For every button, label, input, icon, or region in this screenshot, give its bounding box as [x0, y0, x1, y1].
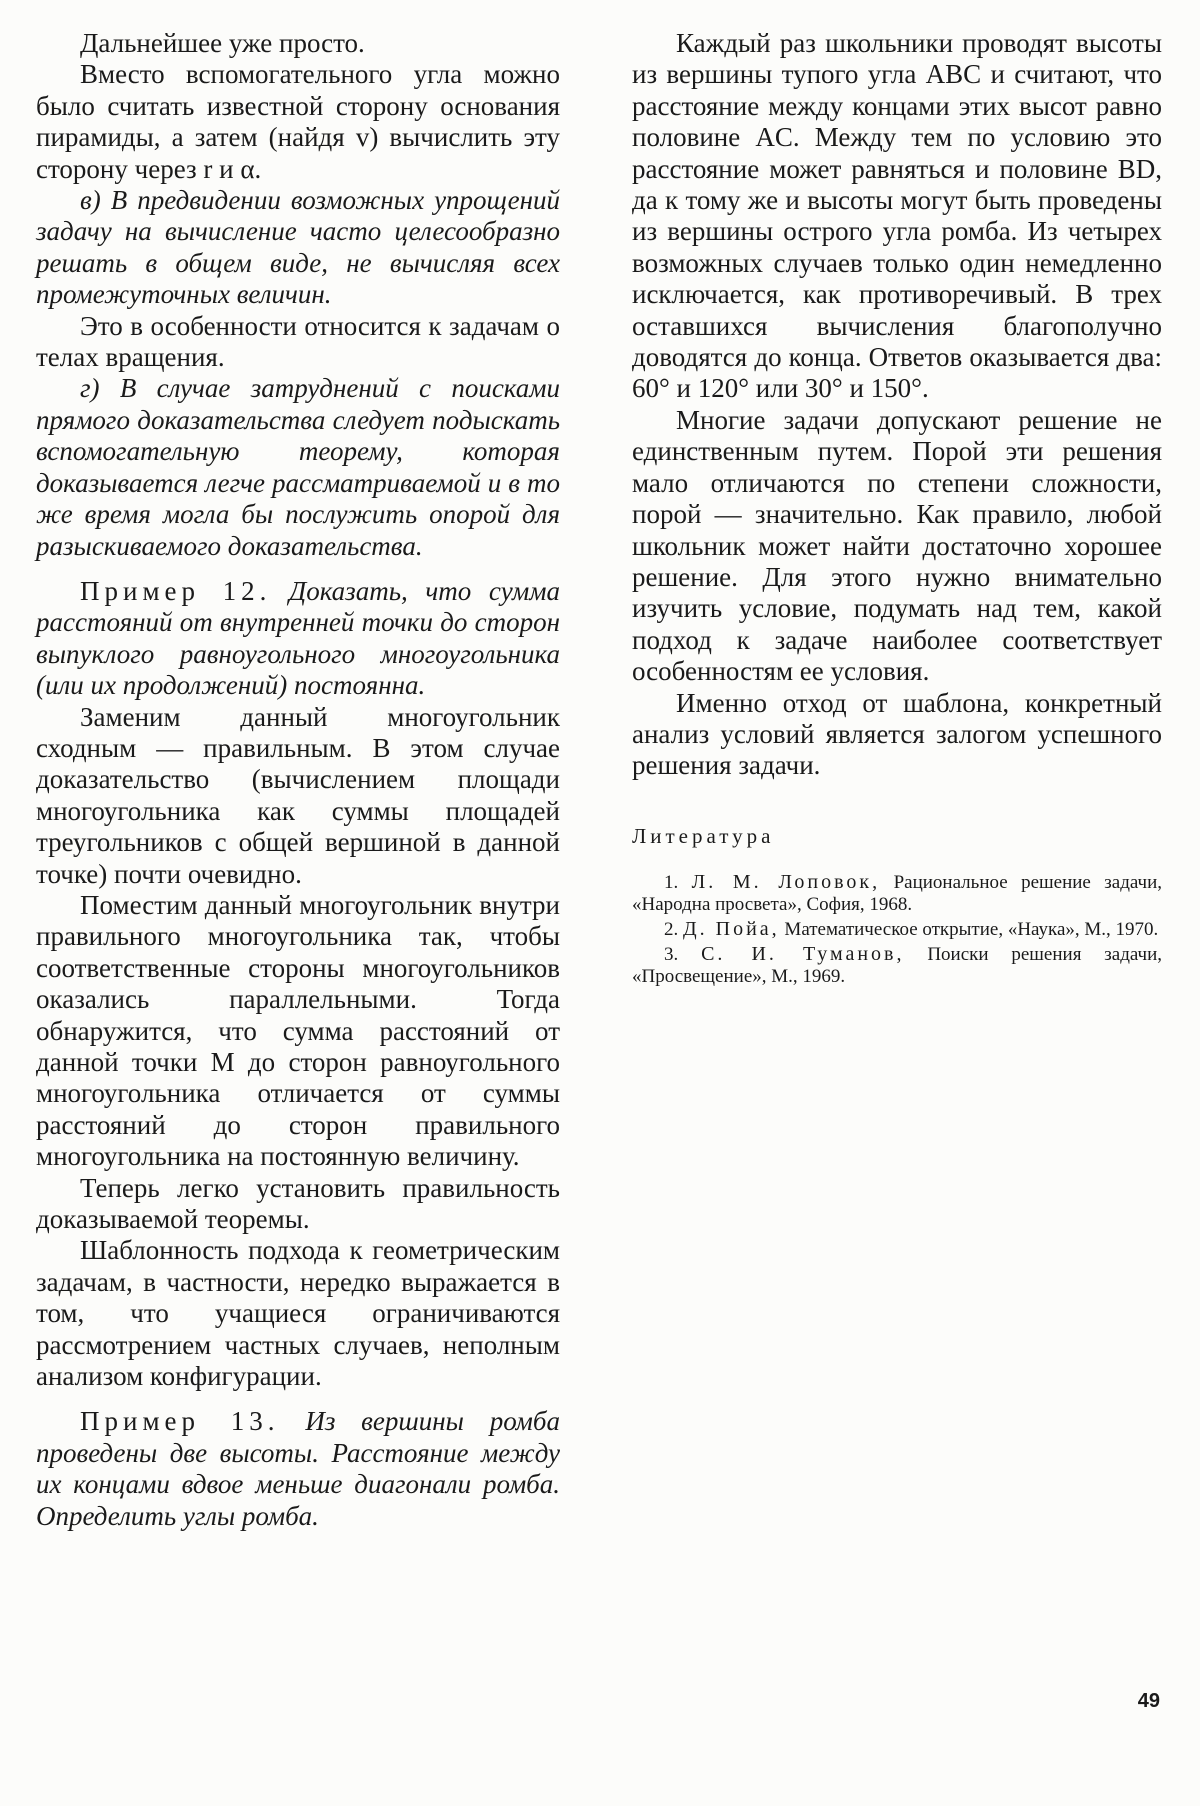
- example-text: Доказать, что сумма расстояний от внутренней точки до сторон выпуклого равноугольного многоугольника (или их продолжений) постоянна.: [36, 575, 560, 701]
- paragraph: Теперь легко установить правильность доказываемой теоремы.: [36, 1172, 560, 1235]
- paragraph: в) В предвидении возможных упрощений задачу на вычисление часто целесообразно решать в общем виде, не вычисляя всех промежуточных величин.: [36, 185, 560, 310]
- reference-item: 3. С. И. Туманов, Поиски решения задачи, «Просвещение», М., 1969.: [632, 942, 1163, 987]
- paragraph: Дальнейшее уже просто.: [80, 28, 365, 58]
- literature-heading: Литература: [632, 823, 775, 848]
- paragraph: Вместо вспомогательного угла можно было считать известной сторону основания пирамиды, а затем (найдя v) вычислить эту сторону через r и α.: [36, 59, 560, 184]
- paragraph: Заменим данный многоугольник сходным — правильным. В этом случае доказательство (вычислением площади многоугольника как суммы площадей треугольников с общей вершиной в данной точке) почти очевидно.: [36, 701, 560, 889]
- example-label: Пример 12.: [80, 575, 272, 606]
- example-12: [36, 576, 560, 702]
- paragraph: г) В случае затруднений с поисками прямого доказательства следует подыскать вспомогательную теорему, которая доказывается легче рассматриваемой и в то же время могла бы послужить опорой для разыскиваемого доказательства.: [36, 373, 560, 561]
- paragraph: Именно отход от шаблона, конкретный анализ условий является залогом успешного решения задачи.: [632, 687, 1162, 781]
- page-number: 49: [1137, 1690, 1160, 1712]
- left-column: [36, 28, 560, 1532]
- paragraph: Это в особенности относится к задачам о телах вращения.: [36, 310, 560, 373]
- right-column: [632, 28, 1162, 990]
- reference-item: 1. Л. М. Лоповок, Рациональное решение задачи, «Народна просвета», София, 1968.: [632, 870, 1163, 915]
- example-13: [36, 1406, 560, 1532]
- reference-item: 2. Д. Пойа, Математическое открытие, «Наука», М., 1970.: [664, 917, 1159, 940]
- paragraph: Каждый раз школьники проводят высоты из вершины тупого угла ABC и считают, что расстояние между концами этих высот равно половине AC. Между тем по условию это расстояние может равняться и половине BD, да к тому же и высоты могут быть проведены из вершины острого угла ромба. Из четырех возможных случаев только один немедленно исключается, как противоречивый. В трех оставшихся вычисления благополучно доводятся до конца. Ответов оказывается два: 60° и 120° или 30° и 150°.: [632, 28, 1162, 404]
- example-label: Пример 13.: [80, 1406, 280, 1437]
- paragraph: Шаблонность подхода к геометрическим задачам, в частности, нередко выражается в том, что учащиеся ограничиваются рассмотрением частных случаев, неполным анализом конфигурации.: [36, 1235, 560, 1392]
- example-text: Из вершины ромба проведены две высоты. Расстояние между их концами вдвое меньше диагонали ромба. Определить углы ромба.: [36, 1406, 560, 1531]
- paragraph: Многие задачи допускают решение не единственным путем. Порой эти решения мало отличаются по степени сложности, порой — значительно. Как правило, любой школьник может найти достаточно хорошее решение. Для этого нужно внимательно изучить условие, подумать над тем, какой подход к задаче наиболее соответствует особенностям ее условия.: [632, 404, 1162, 687]
- paragraph: Поместим данный многоугольник внутри правильного многоугольника так, чтобы соответственные стороны многоугольников оказались параллельными. Тогда обнаружится, что сумма расстояний от данной точки M до сторон равноугольного многоугольника отличается от суммы расстояний до сторон правильного многоугольника на постоянную величину.: [36, 889, 560, 1172]
